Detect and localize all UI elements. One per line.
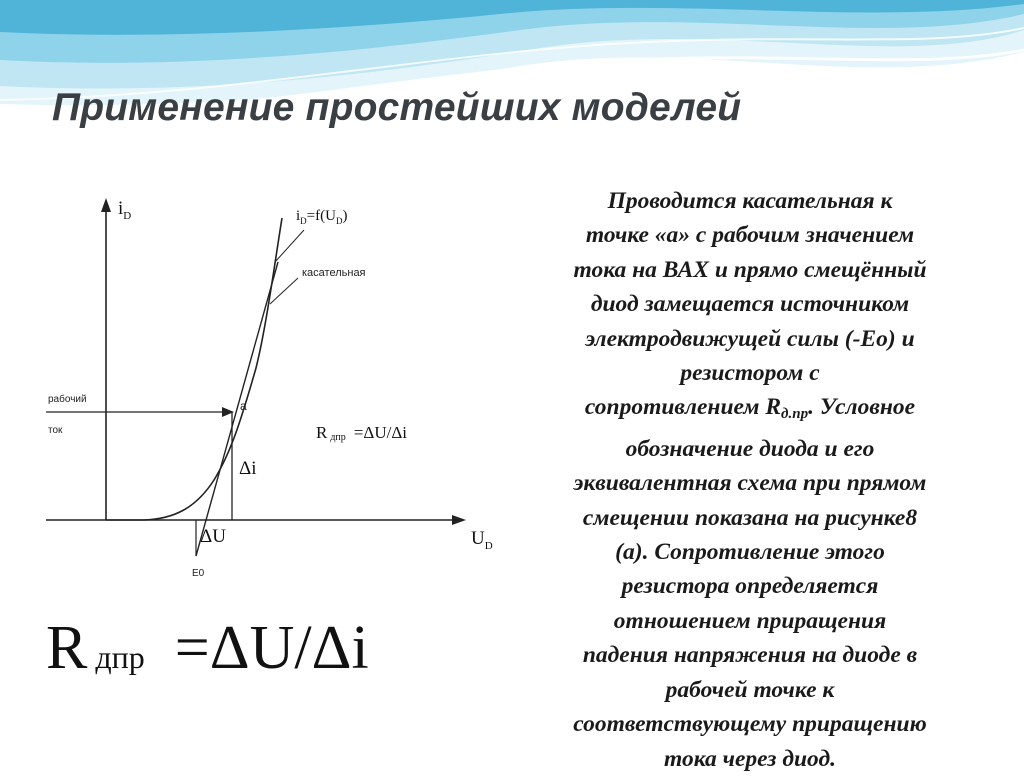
x-axis-label: $U_D$	[471, 528, 493, 552]
text-line: смещении показана на рисунке8	[582, 504, 918, 531]
formula-r: R	[46, 614, 88, 682]
y-axis-arrow	[101, 198, 111, 212]
tangent-line	[196, 262, 278, 556]
text-line: Проводится касательная к	[607, 188, 893, 214]
text-line-part: . Условное	[808, 394, 916, 421]
text-line: рабочей точке к	[665, 676, 835, 703]
graph-formula: Rдпр =ΔU/Δi	[316, 423, 407, 443]
text-line: электродвижущей силы (-Ео) и	[585, 325, 915, 352]
text-line: точке «а» с рабочим значением	[585, 222, 915, 249]
text-subscript: д.пр	[781, 406, 809, 423]
text-line: обозначение диода и его	[625, 435, 875, 462]
text-line: соответствующему приращению	[573, 711, 927, 738]
e0-label: E0	[192, 568, 205, 579]
explanation-text	[500, 184, 1000, 776]
delta-i-label: Δi	[239, 458, 257, 479]
graph-panel	[34, 158, 504, 588]
delta-u-label: ΔU	[200, 526, 226, 547]
tangent-label-leader	[270, 278, 298, 304]
text-line: эквивалентная схема при прямом	[573, 470, 927, 497]
point-a-label: a	[240, 399, 247, 413]
iv-characteristic-graph	[34, 158, 504, 588]
x-axis-arrow	[452, 515, 466, 525]
formula-subscript: дпр	[95, 639, 145, 675]
text-line: диод замещается источником	[590, 291, 910, 318]
slide-title: Применение простейших моделей	[52, 86, 742, 129]
text-line: (а). Сопротивление этого	[615, 539, 885, 566]
tangent-label: касательная	[302, 267, 366, 279]
text-line-part: сопротивлением R	[584, 394, 782, 421]
text-line: тока на ВАХ и прямо смещённый	[573, 256, 927, 283]
text-line: резистором с	[680, 360, 820, 387]
text-line: отношением приращения	[613, 607, 887, 634]
text-line: тока через диод.	[663, 745, 837, 772]
large-formula	[46, 613, 369, 703]
text-line	[500, 390, 1000, 431]
text-line: резистора определяется	[621, 573, 879, 600]
formula-expression: =ΔU/Δi	[174, 614, 369, 682]
working-current-label-line2: ток	[48, 425, 63, 436]
curve-label: $i_D=f(U_D)$	[296, 208, 348, 226]
y-axis-label: $i_D$	[118, 198, 132, 222]
working-current-label-line1: рабочий	[48, 394, 87, 405]
text-line: падения напряжения на диоде в	[582, 642, 918, 669]
